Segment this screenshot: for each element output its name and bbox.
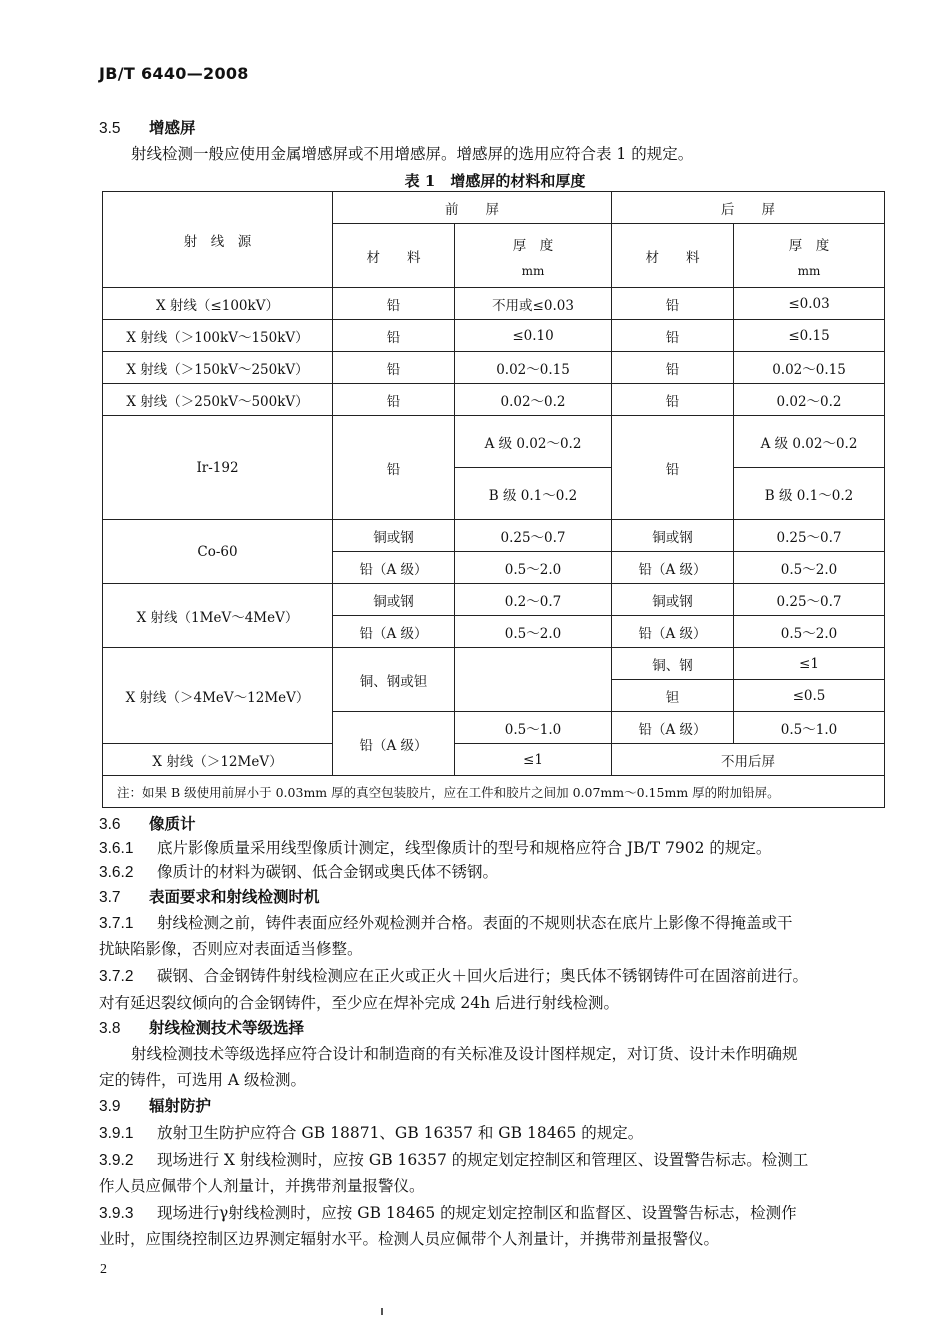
section-3-9-heading — [99, 1096, 211, 1117]
back-material-cell: 铅 — [612, 288, 734, 320]
back-thickness-cell: 0.5～2.0 — [734, 552, 885, 584]
back-thickness-cell: 0.5～2.0 — [734, 616, 885, 648]
back-material-cell: 铅（A 级） — [612, 616, 734, 648]
front-material-cell: 铜或钢 — [333, 584, 455, 616]
source-cell: X 射线（＞100kV～150kV） — [103, 320, 333, 352]
front-thickness-cell: 0.02～0.2 — [455, 384, 612, 416]
back-material-cell: 铅 — [612, 384, 734, 416]
clause-3-6-2 — [99, 862, 498, 883]
back-screen-cell: 不用后屏 — [612, 744, 885, 776]
header-front-screen: 前 屏 — [333, 192, 612, 224]
source-cell: Ir-192 — [103, 416, 333, 520]
clause-number: 3.9.1 — [99, 1125, 134, 1142]
front-material-cell: 铅（A 级） — [333, 552, 455, 584]
back-thickness-cell: ≤0.03 — [734, 288, 885, 320]
table-caption: 表 1 增感屏的材料和厚度 — [404, 172, 586, 190]
table-row — [103, 416, 885, 468]
thickness-label: 厚 度 — [512, 237, 554, 254]
back-material-cell: 铅 — [612, 416, 734, 520]
table-row — [103, 384, 885, 416]
section-3-5-paragraph: 射线检测一般应使用金属增感屏或不用增感屏。增感屏的选用应符合表 1 的规定。 — [131, 145, 694, 163]
header-back-screen: 后 屏 — [612, 192, 885, 224]
clause-number: 3.7.1 — [99, 915, 134, 932]
source-cell: X 射线（＞12MeV） — [103, 744, 333, 776]
front-material-cell: 铅（A 级） — [333, 712, 455, 776]
front-thickness-cell: ≤1 — [455, 744, 612, 776]
intensifying-screen-table — [102, 191, 885, 808]
section-number: 3.9 — [99, 1098, 121, 1115]
front-material-cell: 铅 — [333, 352, 455, 384]
section-3-7-heading — [99, 887, 320, 908]
table-row — [103, 648, 885, 680]
section-title: 像质计 — [149, 814, 196, 833]
table-header-row — [103, 192, 885, 224]
front-thickness-cell: 0.5～2.0 — [455, 552, 612, 584]
clause-text: 现场进行γ射线检测时，应按 GB 18465 的规定划定控制区和监督区、设置警告标志，检测作 — [157, 1204, 797, 1222]
section-number: 3.6 — [99, 816, 121, 833]
header-back-material: 材 料 — [612, 224, 734, 288]
front-thickness-cell: 0.2～0.7 — [455, 584, 612, 616]
section-title: 表面要求和射线检测时机 — [149, 887, 320, 906]
back-thickness-cell: ≤1 — [734, 648, 885, 680]
header-back-thickness — [734, 224, 885, 288]
clause-number: 3.9.3 — [99, 1205, 134, 1222]
table-row — [103, 320, 885, 352]
section-number: 3.8 — [99, 1020, 121, 1037]
front-material-cell: 铜或钢 — [333, 520, 455, 552]
page-number: 2 — [100, 1262, 107, 1277]
front-material-cell: 铅 — [333, 320, 455, 352]
table-row — [103, 352, 885, 384]
clause-text: 底片影像质量采用线型像质计测定，线型像质计的型号和规格应符合 JB/T 7902 的规定。 — [157, 839, 772, 857]
clause-text: 碳钢、合金钢铸件射线检测应在正火或正火＋回火后进行；奥氏体不锈钢铸件可在固溶前进行。 — [157, 967, 809, 985]
standard-code: JB/T 6440—2008 — [99, 64, 249, 83]
back-thickness-cell: 0.25～0.7 — [734, 584, 885, 616]
clause-text: 射线检测之前，铸件表面应经外观检测并合格。表面的不规则状态在底片上影像不得掩盖或干 — [157, 914, 793, 932]
header-front-material: 材 料 — [333, 224, 455, 288]
clause-text: 放射卫生防护应符合 GB 18871、GB 16357 和 GB 18465 的规定。 — [157, 1124, 644, 1142]
front-material-cell: 铅（A 级） — [333, 616, 455, 648]
section-3-8-heading — [99, 1018, 304, 1039]
back-material-cell: 铅（A 级） — [612, 552, 734, 584]
table-row — [103, 288, 885, 320]
clause-3-7-2-cont: 对有延迟裂纹倾向的合金钢铸件，至少应在焊补完成 24h 后进行射线检测。 — [99, 994, 620, 1012]
table-row — [103, 744, 885, 776]
back-thickness-cell: ≤0.5 — [734, 680, 885, 712]
section-title: 增感屏 — [149, 118, 196, 137]
front-thickness-cell: 0.5～2.0 — [455, 616, 612, 648]
unit-label: mm — [797, 263, 821, 278]
source-cell: X 射线（＞4MeV～12MeV） — [103, 648, 333, 744]
clause-number: 3.6.1 — [99, 840, 134, 857]
section-3-8-paragraph-cont: 定的铸件，可选用 A 级检测。 — [99, 1071, 307, 1089]
back-thickness-cell: A 级 0.02～0.2 — [734, 416, 885, 468]
scan-mark — [381, 1308, 383, 1315]
clause-text: 现场进行 X 射线检测时，应按 GB 16357 的规定划定控制区和管理区、设置警告标志。检测工 — [157, 1151, 809, 1169]
back-thickness-cell: B 级 0.1～0.2 — [734, 468, 885, 520]
front-thickness-cell-empty — [455, 648, 612, 712]
back-material-cell: 铜或钢 — [612, 520, 734, 552]
front-thickness-cell: A 级 0.02～0.2 — [455, 416, 612, 468]
back-material-cell: 铜或钢 — [612, 584, 734, 616]
clause-3-7-1 — [99, 913, 793, 934]
clause-3-7-2 — [99, 966, 808, 987]
front-material-cell: 铅 — [333, 416, 455, 520]
header-front-thickness — [455, 224, 612, 288]
source-cell: X 射线（＞250kV～500kV） — [103, 384, 333, 416]
front-thickness-cell: 0.25～0.7 — [455, 520, 612, 552]
back-thickness-cell: 0.02～0.2 — [734, 384, 885, 416]
clause-3-9-2 — [99, 1150, 808, 1171]
section-title: 辐射防护 — [149, 1096, 212, 1115]
back-thickness-cell: 0.25～0.7 — [734, 520, 885, 552]
clause-3-9-2-cont: 作人员应佩带个人剂量计，并携带剂量报警仪。 — [99, 1177, 425, 1195]
clause-3-9-3 — [99, 1203, 797, 1224]
section-3-8-paragraph: 射线检测技术等级选择应符合设计和制造商的有关标准及设计图样规定，对订货、设计未作明确规 — [131, 1045, 798, 1063]
source-cell: X 射线（≤100kV） — [103, 288, 333, 320]
clause-3-9-1 — [99, 1123, 643, 1144]
front-thickness-cell: 不用或≤0.03 — [455, 288, 612, 320]
source-cell: Co-60 — [103, 520, 333, 584]
source-cell: X 射线（＞150kV～250kV） — [103, 352, 333, 384]
back-material-cell: 铅 — [612, 320, 734, 352]
header-source: 射 线 源 — [103, 192, 333, 288]
clause-text: 像质计的材料为碳钢、低合金钢或奥氏体不锈钢。 — [157, 863, 499, 881]
section-3-5-heading — [99, 118, 196, 139]
front-thickness-cell: 0.5～1.0 — [455, 712, 612, 744]
back-material-cell: 钽 — [612, 680, 734, 712]
back-material-cell: 铅 — [612, 352, 734, 384]
section-number: 3.7 — [99, 889, 121, 906]
unit-label: mm — [521, 263, 545, 278]
table-note: 注：如果 B 级使用前屏小于 0.03mm 厚的真空包装胶片，应在工件和胶片之间加 0.07mm～0.15mm 厚的附加铅屏。 — [103, 776, 885, 808]
back-thickness-cell: 0.5～1.0 — [734, 712, 885, 744]
front-material-cell: 铅 — [333, 288, 455, 320]
clause-number: 3.6.2 — [99, 864, 134, 881]
clause-3-7-1-cont: 扰缺陷影像，否则应对表面适当修整。 — [99, 940, 363, 958]
section-title: 射线检测技术等级选择 — [149, 1018, 305, 1037]
back-material-cell: 铅（A 级） — [612, 712, 734, 744]
clause-3-6-1 — [99, 838, 771, 859]
table-row — [103, 520, 885, 552]
section-number: 3.5 — [99, 120, 121, 137]
front-thickness-cell: B 级 0.1～0.2 — [455, 468, 612, 520]
table-note-row — [103, 776, 885, 808]
clause-number: 3.9.2 — [99, 1152, 134, 1169]
back-material-cell: 铜、钢 — [612, 648, 734, 680]
thickness-label: 厚 度 — [788, 237, 830, 254]
clause-number: 3.7.2 — [99, 968, 134, 985]
front-material-cell: 铜、钢或钽 — [333, 648, 455, 712]
clause-3-9-3-cont: 业时，应围绕控制区边界测定辐射水平。检测人员应佩带个人剂量计，并携带剂量报警仪。 — [99, 1230, 720, 1248]
front-thickness-cell: 0.02～0.15 — [455, 352, 612, 384]
back-thickness-cell: 0.02～0.15 — [734, 352, 885, 384]
table-row — [103, 584, 885, 616]
back-thickness-cell: ≤0.15 — [734, 320, 885, 352]
source-cell: X 射线（1MeV～4MeV） — [103, 584, 333, 648]
section-3-6-heading — [99, 814, 196, 835]
front-thickness-cell: ≤0.10 — [455, 320, 612, 352]
front-material-cell: 铅 — [333, 384, 455, 416]
